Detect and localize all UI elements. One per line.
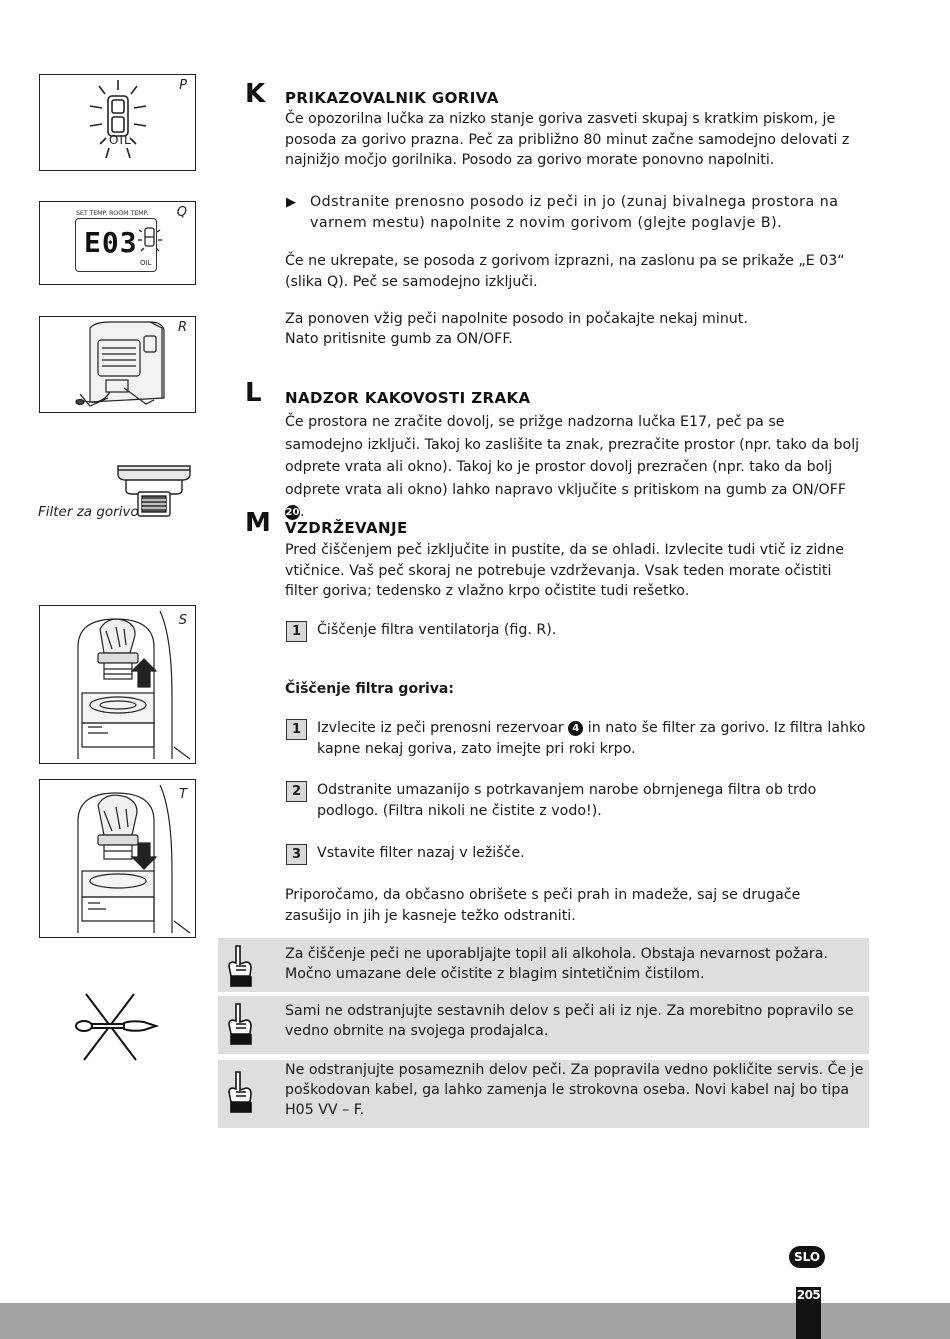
warning-1-text: Za čiščenje peči ne uporabljajte topil ali alkohola. Obstaja nevarnost požara. Močno umazane dele očistite z blagim sintetičnim čistilom.	[285, 946, 828, 982]
section-l-letter: L	[245, 378, 262, 408]
step-1-text-a: Izvlecite iz peči prenosni rezervoar	[317, 720, 564, 736]
pointing-hand-icon	[224, 1070, 254, 1114]
figure-q-label: Q	[176, 205, 187, 220]
reference-4-badge: 4	[568, 721, 583, 736]
figure-s	[39, 605, 196, 764]
section-k-paragraph-3b: Nato pritisnite gumb za ON/OFF.	[285, 331, 513, 347]
fuel-filter-subheading: Čiščenje filtra goriva:	[285, 681, 454, 697]
figure-r-label: R	[177, 320, 187, 335]
oil-display-text: OIL	[109, 133, 132, 147]
section-k-title: PRIKAZOVALNIK GORIVA	[285, 89, 499, 107]
step-3-number: 3	[286, 844, 307, 865]
section-m-paragraph-2: Priporočamo, da občasno obrišete s peči prah in madeže, saj se drugače zasušijo in jih je kasneje težko odstraniti.	[285, 887, 801, 924]
figure-t-label: T	[179, 787, 187, 802]
step-1-text-b: in nato še filter za gorivo. Iz filtra lahko kapne nekaj goriva, zato imejte pri roki krpo.	[317, 720, 866, 757]
section-l-text-end: .	[300, 504, 305, 520]
insert-filter-illustration	[42, 781, 192, 936]
figure-p-label: P	[179, 78, 187, 93]
warning-box-3	[218, 1060, 869, 1128]
fan-filter-step-text: Čiščenje filtra ventilatorja (fig. R).	[317, 622, 557, 638]
step-1-number: 1	[286, 719, 307, 740]
figure-t	[39, 779, 196, 938]
heater-back-illustration	[50, 318, 190, 411]
bullet-arrow-icon: ▶	[286, 195, 296, 210]
warning-box-2	[218, 996, 869, 1054]
warning-box-1	[218, 938, 869, 992]
section-m-title: VZDRŽEVANJE	[285, 519, 408, 537]
fan-filter-step-number: 1	[286, 621, 307, 642]
step-1-text	[317, 718, 872, 759]
fuel-warning-light-icon	[68, 76, 168, 169]
step-2-text: Odstranite umazanijo s potrkavanjem narobe obrnjenega filtra ob trdo podlogo. (Filtra nikoli ne čistite z vodo!).	[317, 782, 817, 819]
section-l-paragraph	[285, 411, 860, 524]
remove-filter-illustration	[42, 607, 192, 762]
figure-s-label: S	[178, 613, 187, 628]
filter-caption: Filter za gorivo	[38, 504, 139, 520]
page-number-tab	[796, 1287, 821, 1339]
error-code-display: E03	[84, 226, 138, 259]
step-2-number: 2	[286, 781, 307, 802]
section-k-paragraph-1: Če opozorilna lučka za nizko stanje goriva zasveti skupaj s kratkim piskom, je posoda za gorivo prazna. Peč za približno 80 minut začne samodejno delovati z najnižjo močjo gorilnika. Posodo za gorivo morate ponovno napolniti.	[285, 111, 850, 168]
warning-2-text: Sami ne odstranjujte sestavnih delov s peči ali iz nje. Za morebitno popravilo se vedno obrnite na svojega prodajalca.	[285, 1003, 854, 1039]
step-3-text: Vstavite filter nazaj v ležišče.	[317, 845, 525, 861]
section-l-title: NADZOR KAKOVOSTI ZRAKA	[285, 389, 531, 407]
section-m-paragraph-1: Pred čiščenjem peč izključite in pustite, da se ohladi. Izvlecite tudi vtič iz zidne vtičnice. Vaš peč skoraj ne potrebuje vzdrževanja. Vsak teden morate očistiti filter goriva; tedensko z vlažno krpo očistite tudi rešetko.	[285, 542, 845, 599]
display-header-text: SET TEMP. ROOM TEMP.	[76, 209, 149, 217]
section-m-letter: M	[245, 508, 271, 538]
pointing-hand-icon	[224, 944, 254, 988]
section-k-bullet: Odstranite prenosno posodo iz peči in jo (zunaj bivalnega prostora na varnem mestu) napolnite z novim gorivom (glejte poglavje B).	[310, 194, 839, 231]
language-badge: SLO	[789, 1246, 825, 1268]
section-k-paragraph-3a: Za ponoven vžig peči napolnite posodo in počakajte nekaj minut.	[285, 311, 748, 327]
reference-20-badge: 20	[285, 506, 300, 518]
oil-display-suffix: OIL	[140, 259, 152, 267]
figure-p	[39, 74, 196, 171]
section-k-letter: K	[245, 79, 266, 109]
fuel-indicator-icon	[137, 222, 163, 262]
section-l-text: Če prostora ne zračite dovolj, se prižge nadzorna lučka E17, peč pa se samodejno izključi. Takoj ko zaslišite ta znak, prezračite prostor (npr. tako da bolj odprete vrata ali okno). Takoj ko je prostor dovolj prezračen (npr. tako da bolj odprete vrata ali okno) lahko napravo vključite s pritiskom na gumb za ON/OFF	[285, 414, 860, 498]
no-screwdriver-icon	[74, 990, 166, 1062]
warning-3-text: Ne odstranjujte posameznih delov peči. Za popravila vedno pokličite servis. Če je poškodovan kabel, ga lahko zamenja le strokovna oseba. Novi kabel naj bo tipa H05 VV – F.	[285, 1062, 864, 1118]
pointing-hand-icon	[224, 1002, 254, 1046]
page-number: 205	[796, 1288, 821, 1302]
figure-r	[39, 316, 196, 413]
section-k-paragraph-2: Če ne ukrepate, se posoda z gorivom izprazni, na zaslonu pa se prikaže „E 03“ (slika Q). Peč se samodejno izključi.	[285, 253, 845, 290]
figure-q	[39, 201, 196, 285]
